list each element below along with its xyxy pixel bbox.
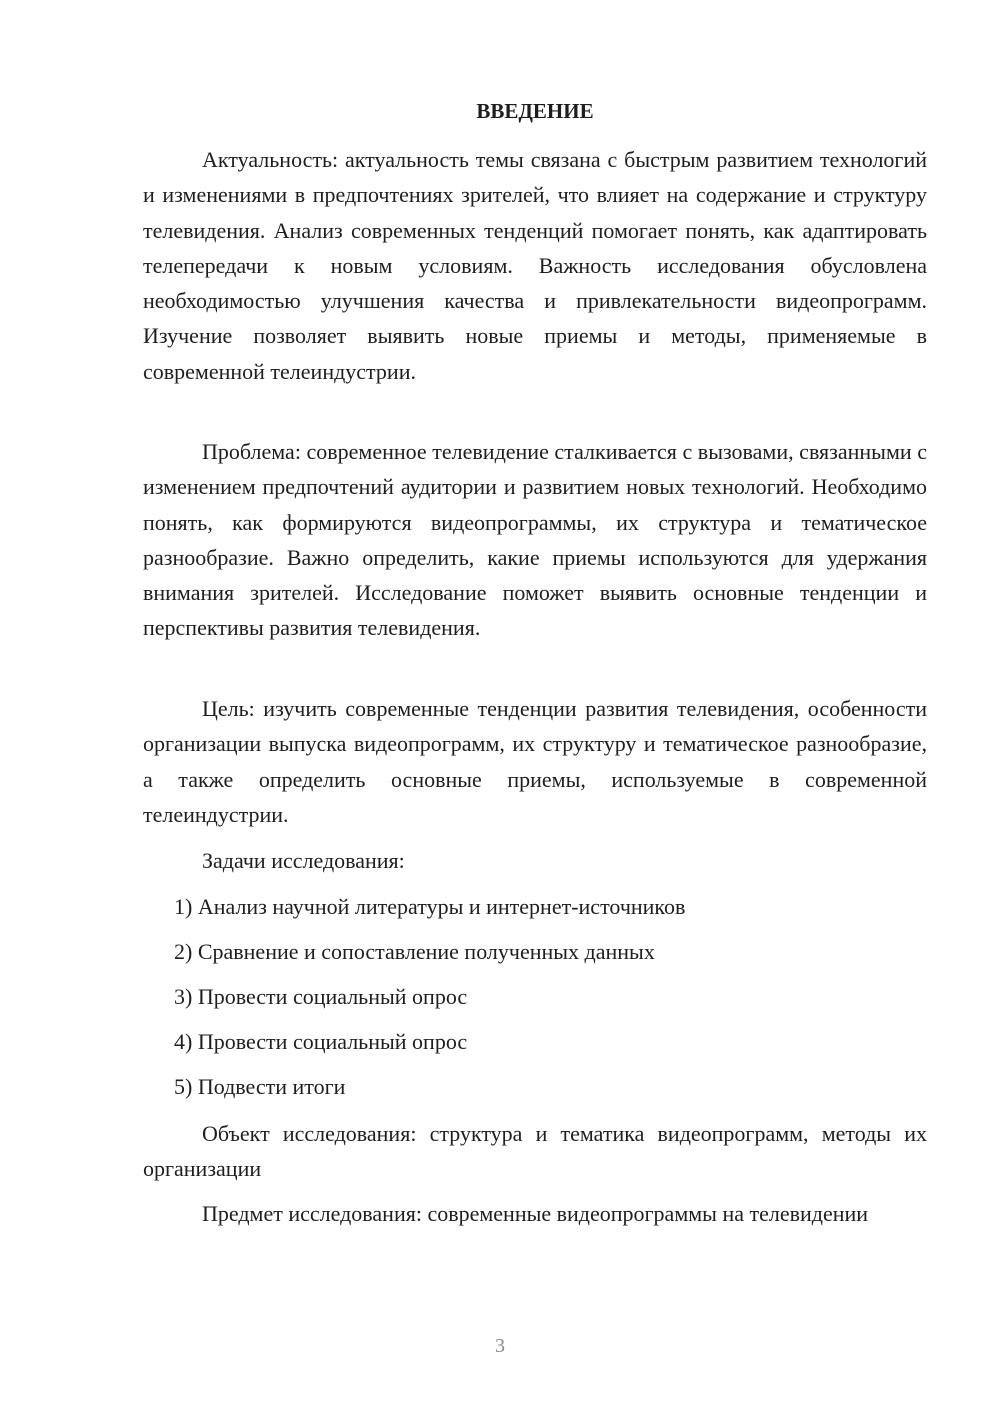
task-item: 3) Провести социальный опрос [174, 984, 468, 1009]
problem-paragraph: Проблема: современное телевидение сталкивается с вызовами, связанными с изменением предпочтений аудитории и развитием новых технологий. Необходимо понять, как формируются видеопрограммы, их структура и тематическое разнообразие. Важно определить, какие приемы используются для удержания внимания зрителей. Исследование поможет выявить основные тенденции и перспективы развития телевидения. [143, 439, 927, 641]
subject-paragraph: Предмет исследования: современные видеопрограммы на телевидении [202, 1201, 869, 1226]
task-item: 2) Сравнение и сопоставление полученных данных [174, 939, 655, 964]
section-title: ВВЕДЕНИЕ [476, 99, 594, 123]
object-paragraph: Объект исследования: структура и тематика видеопрограмм, методы их организации [143, 1121, 927, 1182]
task-item: 4) Провести социальный опрос [174, 1029, 468, 1054]
relevance-paragraph: Актуальность: актуальность темы связана с быстрым развитием технологий и изменениями в предпочтениях зрителей, что влияет на содержание и структуру телевидения. Анализ современных тенденций помогает понять, как адаптировать телепередачи к новым условиям. Важность исследования обусловлена необходимостью улучшения качества и привлекательности видеопрограмм. Изучение позволяет выявить новые приемы и методы, применяемые в современной телеиндустрии. [143, 147, 927, 384]
tasks-heading: Задачи исследования: [202, 848, 405, 873]
page-number: 3 [495, 1335, 505, 1357]
goal-paragraph: Цель: изучить современные тенденции развития телевидения, особенности организации выпуска видеопрограмм, их структуру и тематическое разнообразие, а также определить основные приемы, используемые в современной телеиндустрии. [143, 696, 927, 827]
task-item: 5) Подвести итоги [174, 1074, 346, 1099]
task-item: 1) Анализ научной литературы и интернет-источников [174, 894, 686, 919]
